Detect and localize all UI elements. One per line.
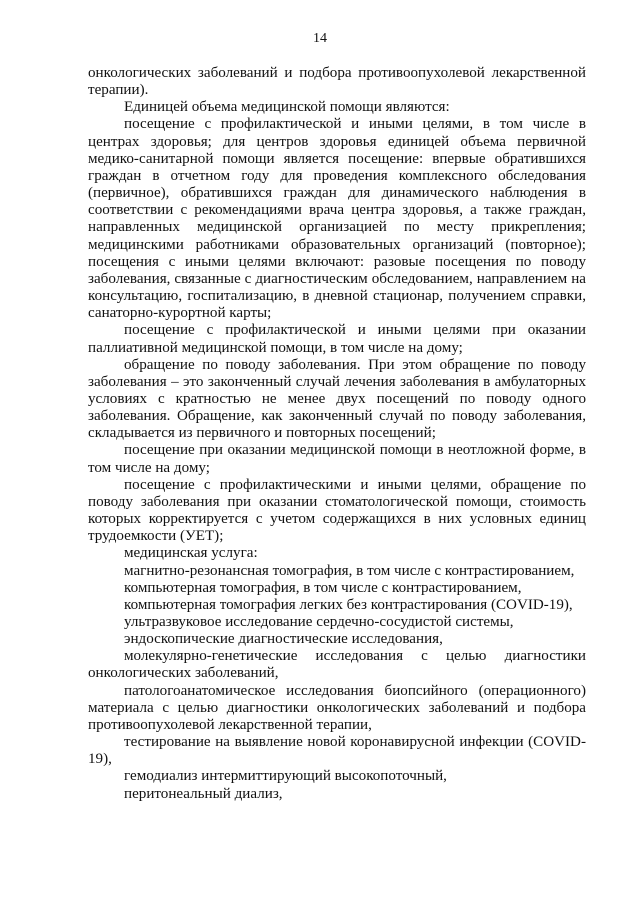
paragraph: эндоскопические диагностические исследования, [124,631,443,648]
paragraph: ультразвуковое исследование сердечно-сосудистой системы, [124,614,514,630]
paragraph: онкологических заболеваний и подбора противоопухолевой лекарственной терапии). [88,65,586,99]
paragraph: медицинская услуга: [124,545,258,562]
paragraph: посещение с профилактической и иными целями при оказании паллиативной медицинской помощи, в том числе на дому; [88,322,586,356]
paragraph: обращение по поводу заболевания. При этом обращение по поводу заболевания – это законченный случай лечения заболевания в амбулаторных условиях с кратностью не менее двух посещений по поводу одного заболевания. Обращение, как законченный случай по поводу заболевания, складывается из первичного и повторных посещений; [88,356,586,442]
paragraph: тестирование на выявление новой коронавирусной инфекции (COVID-19), [88,734,586,768]
page-number: 14 [313,31,327,46]
paragraph: посещение при оказании медицинской помощи в неотложной форме, в том числе на дому; [88,442,586,476]
paragraph: патологоанатомическое исследования биопсийного (операционного) материала с целью диагностики онкологических заболеваний и подбора противоопухолевой лекарственной терапии, [88,682,586,733]
paragraph: молекулярно-генетические исследования с целью диагностики онкологических заболеваний, [88,648,586,682]
document-body [88,65,586,803]
paragraph: Единицей объема медицинской помощи являются: [124,99,450,116]
paragraph: перитонеальный диализ, [124,785,283,802]
paragraph: посещение с профилактическими и иными целями, обращение по поводу заболевания при оказании стоматологической помощи, стоимость которых корректируется с учетом содержащихся в них условных единиц трудоемкости (УЕТ); [88,476,586,545]
paragraph: компьютерная томография легких без контрастирования (COVID-19), [124,596,573,613]
paragraph: магнитно-резонансная томография, в том числе с контрастированием, [124,562,575,579]
paragraph: посещение с профилактической и иными целями, в том числе в центрах здоровья; для центров здоровья единицей объема первичной медико-санитарной помощи является посещение: впервые обратившихся граждан в отчетном году для проведения комплексного обследования (первичное), обратившихся граждан для динамического наблюдения в соответствии с рекомендациями врача центра здоровья, а также граждан, направленных медицинской организацией по месту прикрепления; медицинскими работниками образовательных организаций (повторное); посещения с иными целями включают: разовые посещения по поводу заболевания, связанные с диагностическим обследованием, направлением на консультацию, госпитализацию, в дневной стационар, получением справки, санаторно-курортной карты; [88,116,586,322]
paragraph: компьютерная томография, в том числе с контрастированием, [124,579,522,596]
paragraph: гемодиализ интермиттирующий высокопоточный, [124,768,447,785]
